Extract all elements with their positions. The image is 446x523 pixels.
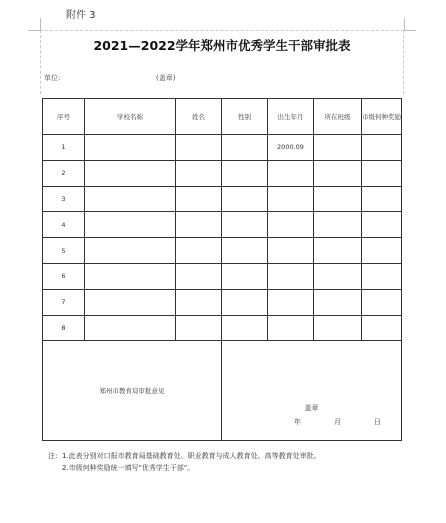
table-row xyxy=(43,289,402,315)
gender-cell[interactable] xyxy=(222,186,268,212)
column-header-class: 所在班级 xyxy=(314,99,362,135)
note-line-2: 2.市级何种奖励统一填写"优秀学生干部"。 xyxy=(62,464,195,472)
seal-note: (盖章) xyxy=(156,74,176,82)
row-index: 2 xyxy=(43,160,85,186)
table-row xyxy=(43,160,402,186)
column-header-name: 姓名 xyxy=(176,99,222,135)
approval-label: 郑州市教育局审批意见 xyxy=(43,341,222,441)
approval-opinion-cell[interactable] xyxy=(222,341,402,441)
day-label: 日 xyxy=(374,418,381,427)
birth-cell[interactable] xyxy=(268,160,314,186)
award-cell[interactable] xyxy=(362,160,402,186)
table-row xyxy=(43,263,402,289)
award-cell[interactable] xyxy=(362,186,402,212)
birth-cell[interactable] xyxy=(268,289,314,315)
document-title: 2021—2022学年郑州市优秀学生干部审批表 xyxy=(93,38,351,53)
seal-label: 盖章 xyxy=(304,404,319,413)
gender-cell[interactable] xyxy=(222,135,268,161)
school-cell[interactable] xyxy=(85,263,176,289)
crop-mark xyxy=(40,18,41,30)
birth-cell[interactable] xyxy=(268,186,314,212)
attachment-label: 附件 3 xyxy=(66,10,96,21)
name-cell[interactable] xyxy=(176,186,222,212)
gender-cell[interactable] xyxy=(222,212,268,238)
column-header-index: 序号 xyxy=(43,99,85,135)
row-index: 7 xyxy=(43,289,85,315)
name-cell[interactable] xyxy=(176,160,222,186)
crop-mark xyxy=(404,18,405,30)
class-cell[interactable] xyxy=(314,263,362,289)
name-cell[interactable] xyxy=(176,263,222,289)
table-row xyxy=(43,315,402,341)
class-cell[interactable] xyxy=(314,160,362,186)
crop-mark xyxy=(28,30,40,31)
birth-cell[interactable]: 2000.09 xyxy=(268,135,314,161)
column-header-award: 市级何种奖励 xyxy=(362,99,402,135)
column-header-school: 学校名称 xyxy=(85,99,176,135)
gender-cell[interactable] xyxy=(222,263,268,289)
gender-cell[interactable] xyxy=(222,238,268,264)
class-cell[interactable] xyxy=(314,315,362,341)
name-cell[interactable] xyxy=(176,212,222,238)
class-cell[interactable] xyxy=(314,135,362,161)
name-cell[interactable] xyxy=(176,289,222,315)
row-index: 8 xyxy=(43,315,85,341)
table-header-row xyxy=(43,99,402,135)
unit-label: 单位: xyxy=(44,74,61,82)
notes xyxy=(48,450,404,474)
year-label: 年 xyxy=(294,418,301,427)
approval-row xyxy=(43,341,402,441)
row-index: 6 xyxy=(43,263,85,289)
birth-cell[interactable] xyxy=(268,238,314,264)
award-cell[interactable] xyxy=(362,135,402,161)
school-cell[interactable] xyxy=(85,315,176,341)
notes-prefix: 注: xyxy=(48,452,58,460)
note-line-1 xyxy=(48,450,404,462)
award-cell[interactable] xyxy=(362,289,402,315)
approval-table xyxy=(42,98,402,441)
row-index: 5 xyxy=(43,238,85,264)
table-row xyxy=(43,135,402,161)
name-cell[interactable] xyxy=(176,238,222,264)
table-row xyxy=(43,186,402,212)
school-cell[interactable] xyxy=(85,186,176,212)
name-cell[interactable] xyxy=(176,135,222,161)
column-header-birth: 出生年月 xyxy=(268,99,314,135)
birth-cell[interactable] xyxy=(268,315,314,341)
class-cell[interactable] xyxy=(314,186,362,212)
crop-mark xyxy=(404,30,416,31)
row-index: 1 xyxy=(43,135,85,161)
award-cell[interactable] xyxy=(362,238,402,264)
row-index: 4 xyxy=(43,212,85,238)
column-header-gender: 性别 xyxy=(222,99,268,135)
birth-cell[interactable] xyxy=(268,263,314,289)
class-cell[interactable] xyxy=(314,289,362,315)
month-label: 月 xyxy=(334,418,341,427)
award-cell[interactable] xyxy=(362,315,402,341)
school-cell[interactable] xyxy=(85,238,176,264)
birth-cell[interactable] xyxy=(268,212,314,238)
school-cell[interactable] xyxy=(85,135,176,161)
award-cell[interactable] xyxy=(362,263,402,289)
gender-cell[interactable] xyxy=(222,160,268,186)
class-cell[interactable] xyxy=(314,238,362,264)
school-cell[interactable] xyxy=(85,212,176,238)
school-cell[interactable] xyxy=(85,160,176,186)
gender-cell[interactable] xyxy=(222,315,268,341)
table-row xyxy=(43,238,402,264)
table-row xyxy=(43,212,402,238)
class-cell[interactable] xyxy=(314,212,362,238)
school-cell[interactable] xyxy=(85,289,176,315)
award-cell[interactable] xyxy=(362,212,402,238)
name-cell[interactable] xyxy=(176,315,222,341)
note-text-1: 1.此表分别对口报市教育局基础教育处、职业教育与成人教育处、高等教育处审批。 xyxy=(62,452,321,460)
gender-cell[interactable] xyxy=(222,289,268,315)
row-index: 3 xyxy=(43,186,85,212)
